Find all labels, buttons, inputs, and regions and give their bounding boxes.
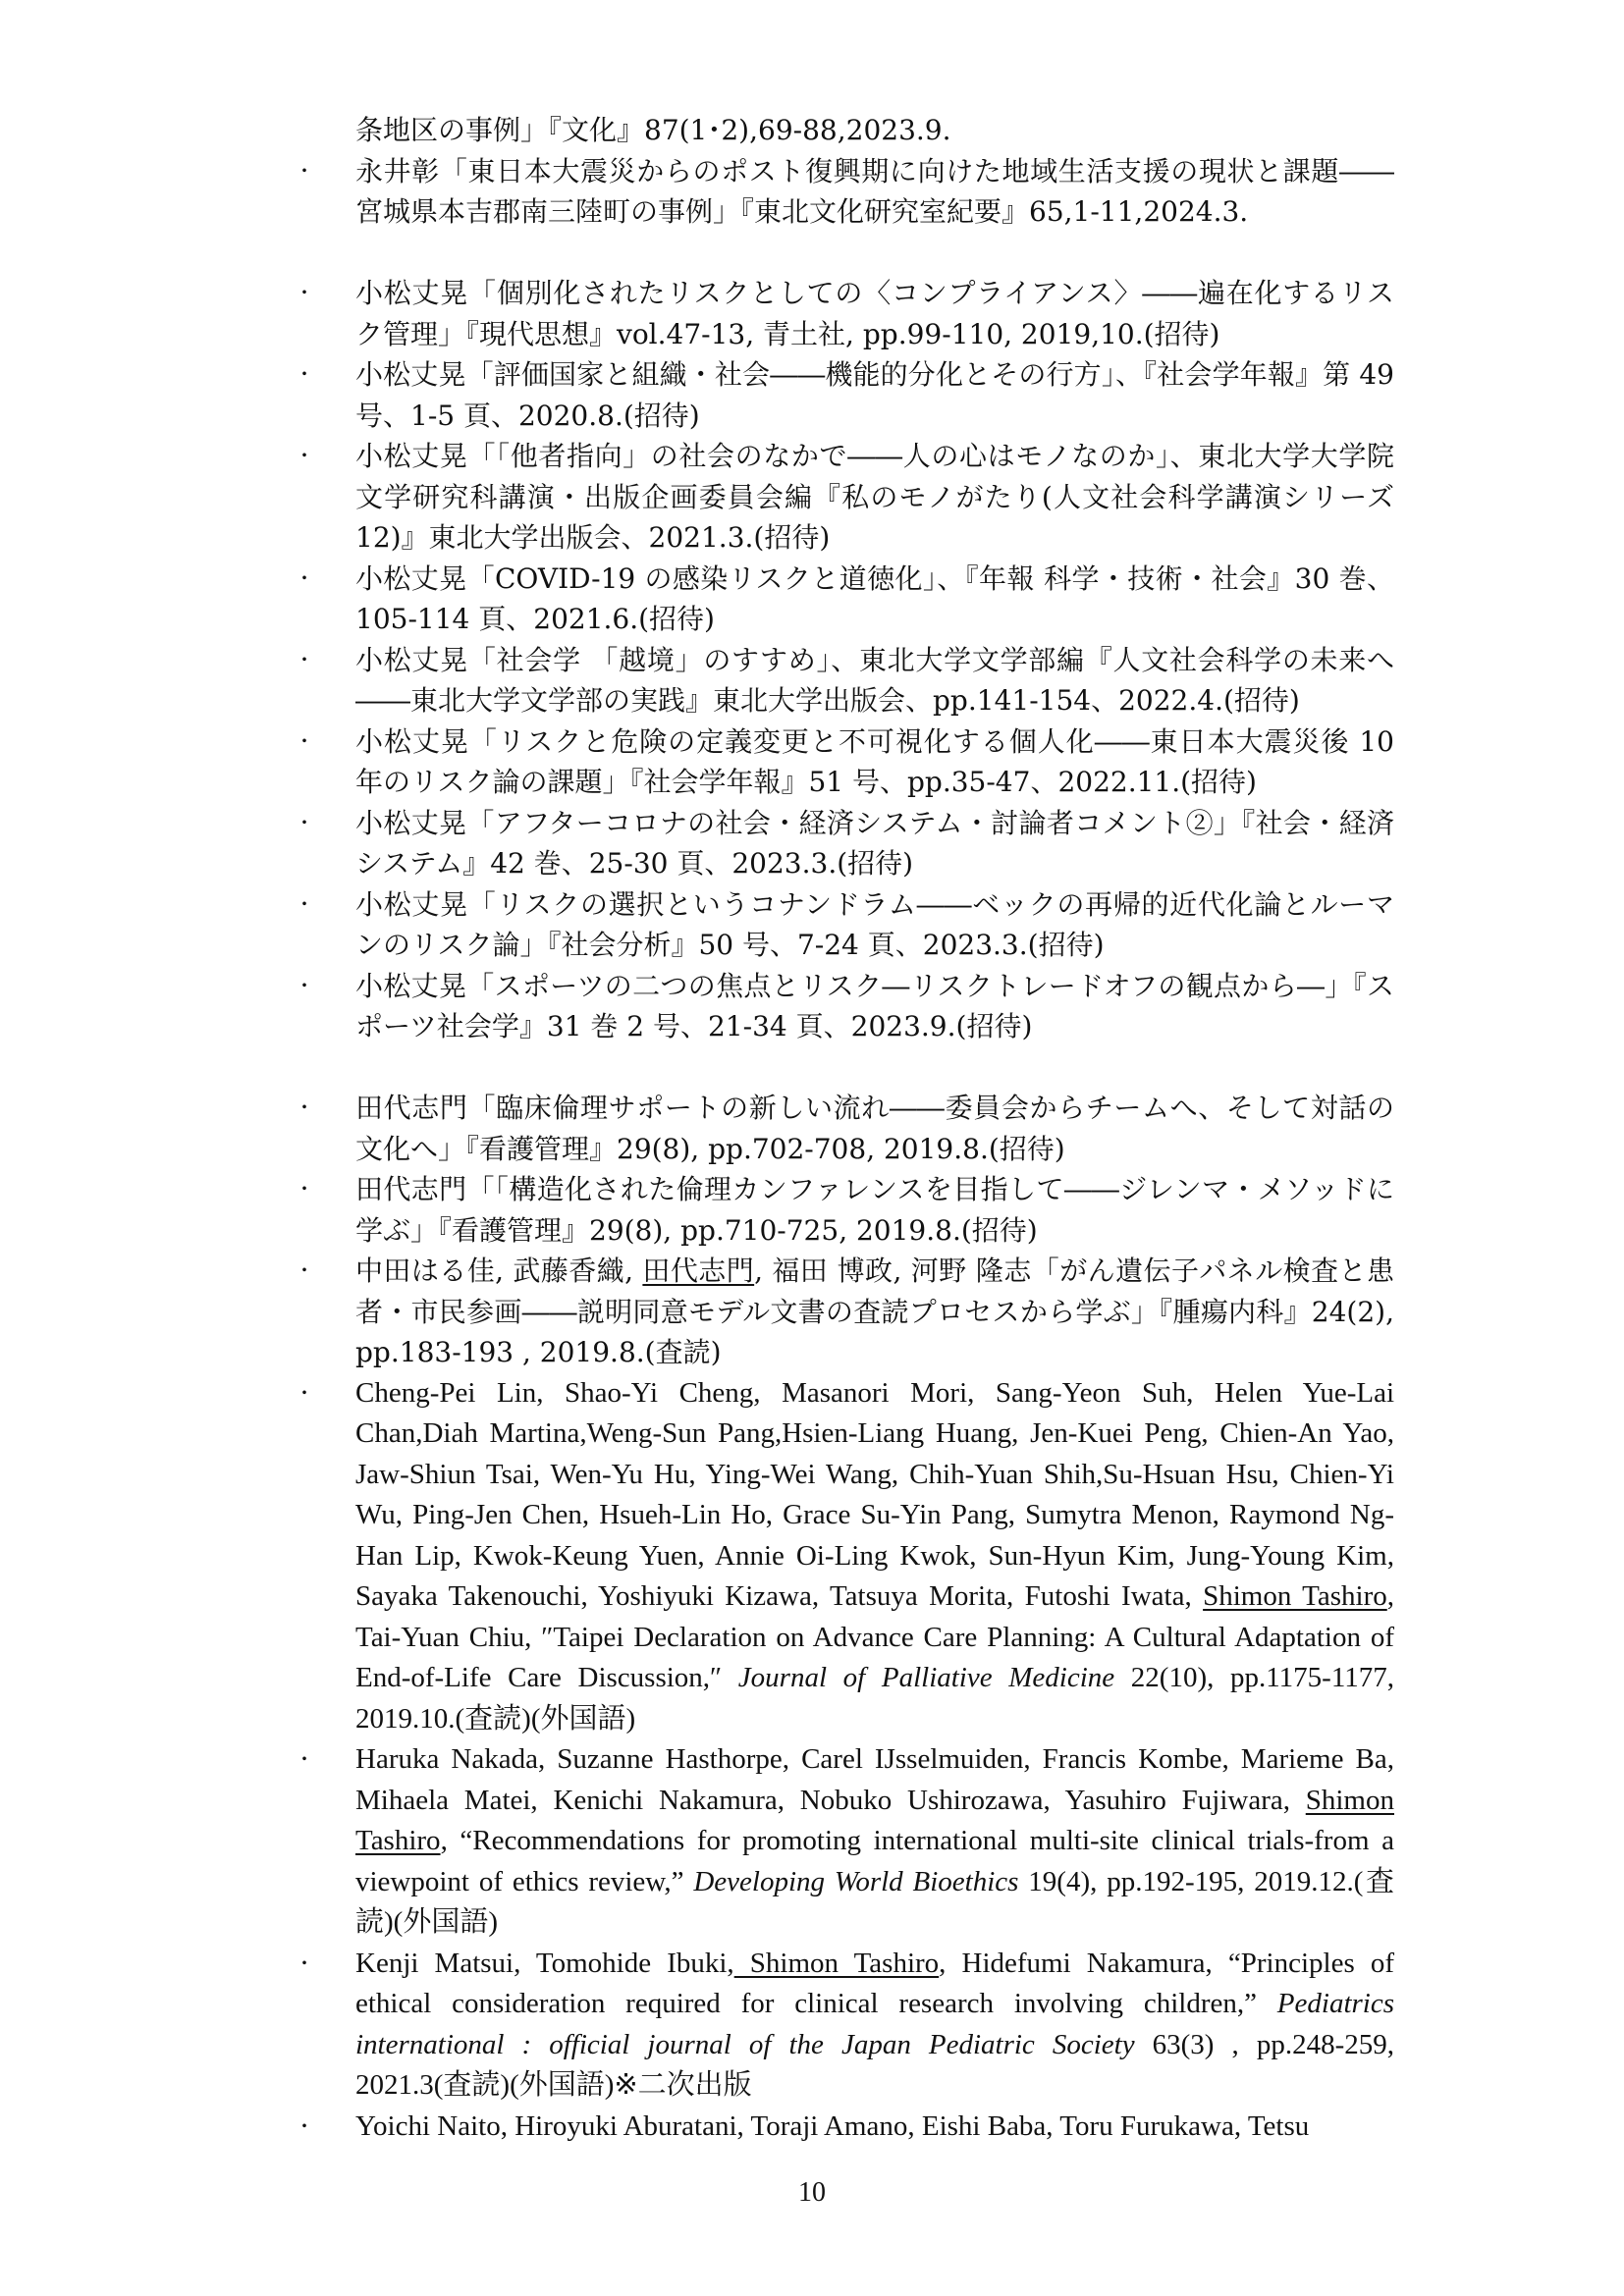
journal-title: Developing World Bioethics [693,1865,1019,1897]
entry-text-part: 中田はる佳, 武藤香織, [355,1255,643,1287]
bullet-icon: ・ [295,1380,314,1405]
entry-text-part: Cheng-Pei Lin, Shao-Yi Cheng, Masanori Mori, Sang-Yeon Suh, Helen Yue-Lai Chan,Diah Martina,Weng-Sun Pang,Hsien-Liang Huang, Jen-Kuei Peng, Chien-An Yao, Jaw-Shiun Tsai, Wen-Yu Hu, Ying-Wei Wang, Chih-Yuan Shih,Su-Hsuan Hsu, Chien-Yi Wu, Ping-Jen Chen, Hsueh-Lin Ho, Grace Su-Yin Pang, Sumytra Menon, Raymond Ng-Han Lip, Kwok-Keung Yuen, Annie Oi-Ling Kwok, Sun-Hyun Kim, Jung-Young Kim, Sayaka Takenouchi, Yoshiyuki Kizawa, Tatsuya Morita, Futoshi Iwata, [355,1376,1394,1612]
bullet-icon: ・ [295,2113,314,2138]
bullet-icon: ・ [295,1095,314,1119]
bullet-icon: ・ [295,891,314,916]
list-item [295,966,1394,1047]
bullet-icon: ・ [295,810,314,834]
list-item [295,721,1394,803]
list-item [295,2107,1394,2148]
list-item [295,436,1394,559]
entry-text: 小松丈晃「「他者指向」の社会のなかで――人の心はモノなのか」、東北大学大学院文学研究科講演・出版企画委員会編『私のモノがたり(人文社会科学講演シリーズ 12)』東北大学出版会、2021.3.(招待) [355,440,1394,554]
journal-title: Pediatrics international : official journal of the Japan Pediatric Society [355,1988,1394,2060]
list-item [295,273,1394,354]
entry-text: 小松丈晃「社会学 「越境」のすすめ」、東北大学文学部編『人文社会科学の未来へ――東北大学文学部の実践』東北大学出版会、pp.141-154、2022.4.(招待) [355,643,1394,717]
highlighted-author: Shimon Tashiro [355,1784,1394,1856]
publication-list [295,110,1394,2147]
entry-text: 田代志門「臨床倫理サポートの新しい流れ――委員会からチームへ、そして対話の文化へ」『看護管理』29(8), pp.702-708, 2019.8.(招待) [355,1092,1394,1165]
entry-text-part: , Hidefumi Nakamura, “Principles of ethical consideration required for clinical research involving children,” [355,1947,1395,2019]
bullet-icon: ・ [295,158,314,183]
entry-text: Yoichi Naito, Hiroyuki Aburatani, Toraji Amano, Eishi Baba, Toru Furukawa, Tetsu [355,2109,1310,2142]
entry-text: 田代志門「「構造化された倫理カンファレンスを目指して――ジレンマ・メソッドに学ぶ」『看護管理』29(8), pp.710-725, 2019.8.(招待) [355,1173,1394,1247]
entry-text-part: 63(3) , pp.248-259, 2021.3(査読)(外国語)※二次出版 [355,2028,1394,2101]
list-item [295,110,1394,151]
bullet-icon: ・ [295,444,314,467]
highlighted-author: Shimon Tashiro [1203,1580,1387,1612]
entry-text: 小松丈晃「リスクの選択というコナンドラム――ベックの再帰的近代化論とルーマンのリスク論」『社会分析』50 号、7-24 頁、2023.3.(招待) [355,887,1394,961]
list-item [295,151,1394,233]
list-item [295,803,1394,884]
entry-text-part: , 福田 博政, 河野 隆志「がん遺伝子パネル検査と患者・市民参画――説明同意モデル文書の査読プロセスから学ぶ」『腫瘍内科』24(2), pp.183-193 , 2019.8.(査読) [355,1255,1394,1368]
list-item [295,1251,1394,1373]
list-item [295,1088,1394,1169]
bullet-icon: ・ [295,1747,314,1771]
entry-text: 永井彰「東日本大震災からのポスト復興期に向けた地域生活支援の現状と課題――宮城県本吉郡南三陸町の事例」『東北文化研究室紀要』65,1-11,2024.3. [355,154,1394,228]
list-item [295,1739,1394,1944]
bullet-icon: ・ [295,1950,314,1975]
list-item [295,640,1394,721]
bullet-icon: ・ [295,281,314,304]
bullet-icon: ・ [295,647,314,671]
page-number: 10 [798,2177,826,2208]
bullet-icon: ・ [295,362,314,386]
list-item [295,884,1394,966]
list-item [295,1373,1394,1740]
section-gap [295,233,1394,274]
journal-title: Journal of Palliative Medicine [737,1662,1115,1693]
entry-text: 小松丈晃「評価国家と組織・社会――機能的分化とその行方」、『社会学年報』第 49 号、1-5 頁、2020.8.(招待) [355,358,1394,432]
entry-text-part: 19(4), pp.192-195, 2019.12.(査読)(外国語) [355,1865,1394,1938]
entry-text: 小松丈晃「アフターコロナの社会・経済システム・討論者コメント②」『社会・経済システム』42 巻、25-30 頁、2023.3.(招待) [355,806,1394,880]
entry-text-part: Kenji Matsui, Tomohide Ibuki, [355,1947,734,1979]
entry-text-part: Haruka Nakada, Suzanne Hasthorpe, Carel IJsselmuiden, Francis Kombe, Marieme Ba, Mihaela Matei, Kenichi Nakamura, Nobuko Ushirozawa, Yasuhiro Fujiwara, [355,1743,1394,1816]
entry-text-part: , “Recommendations for promoting international multi-site clinical trials-from a viewpoint of ethics review,” [355,1825,1394,1897]
bullet-icon: ・ [295,1177,314,1201]
entry-text: 小松丈晃「個別化されたリスクとしての〈コンプライアンス〉――遍在化するリスク管理」『現代思想』vol.47-13, 青土社, pp.99-110, 2019,10.(招待) [355,277,1394,350]
bullet-icon: ・ [295,565,314,590]
section-gap [295,1047,1394,1089]
list-item [295,354,1394,436]
highlighted-author: Shimon Tashiro [733,1947,940,1979]
list-item [295,1169,1394,1251]
list-item [295,559,1394,640]
entry-text: 小松丈晃「COVID-19 の感染リスクと道徳化」、『年報 科学・技術・社会』30 巻、105-114 頁、2021.6.(招待) [355,561,1394,635]
entry-text: 小松丈晃「スポーツの二つの焦点とリスク―リスクトレードオフの観点から―」『スポーツ社会学』31 巻 2 号、21-34 頁、2023.9.(招待) [355,969,1394,1042]
entry-text: 小松丈晃「リスクと危険の定義変更と不可視化する個人化――東日本大震災後 10 年のリスク論の課題」『社会学年報』51 号、pp.35-47、2022.11.(招待) [355,724,1394,798]
entry-text-part: 22(10), pp.1175-1177, 2019.10.(査読)(外国語) [355,1662,1395,1735]
entry-text-part: , Tai-Yuan Chiu, ″Taipei Declaration on Advance Care Planning: A Cultural Adaptation of End-of-Life Care Discussion,″ [355,1580,1394,1693]
highlighted-author: 田代志門 [642,1255,755,1287]
list-item [295,1944,1394,2107]
bullet-icon: ・ [295,973,314,997]
bullet-icon: ・ [295,728,314,753]
entry-text: 条地区の事例」『文化』87(1･2),69-88,2023.9. [355,114,951,146]
bullet-icon: ・ [295,1258,314,1282]
